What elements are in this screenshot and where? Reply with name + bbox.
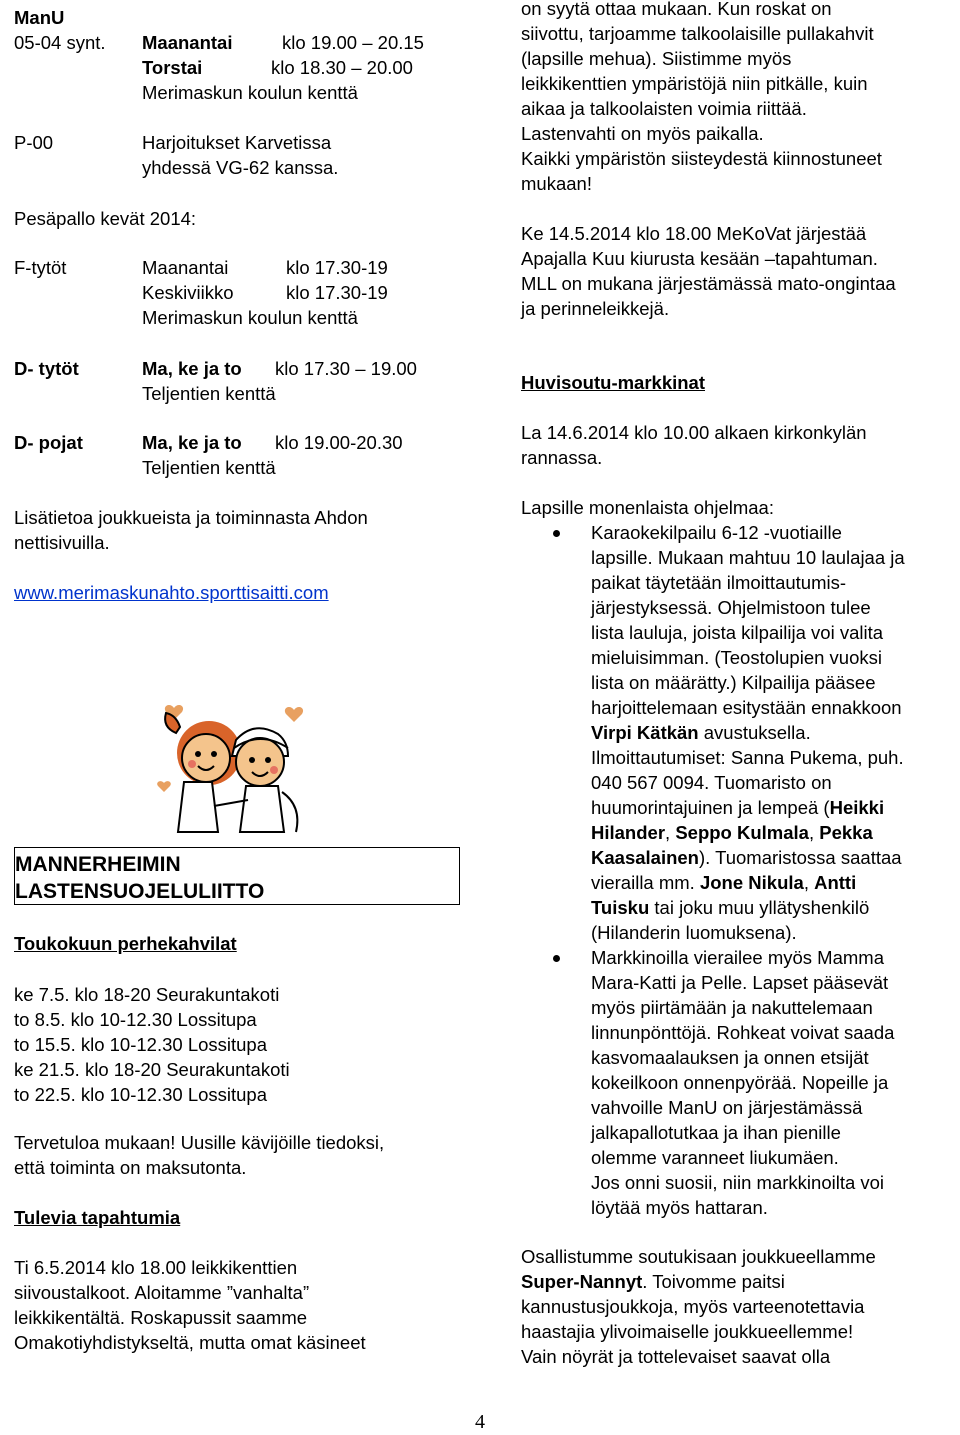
huvisoutu-heading: Huvisoutu-markkinat — [521, 372, 706, 393]
continued-line: on syytä ottaa mukaan. Kun roskat on — [521, 0, 832, 19]
text-span: avustuksella. — [698, 722, 811, 743]
continued-line: leikkikenttien ympäristöjä niin pitkälle, kuin — [521, 73, 868, 94]
mll-name-box — [14, 847, 460, 905]
bullet1-line: lista lauluja, joista kilpailija voi valita — [591, 622, 884, 643]
welcome-line2: että toiminta on maksutonta. — [14, 1157, 247, 1178]
ftytot-day1: Maanantai — [142, 257, 229, 278]
continued-line: mukaan! — [521, 173, 592, 194]
perhekahvila-item: to 22.5. klo 10-12.30 Lossitupa — [14, 1084, 268, 1105]
program-intro: Lapsille monenlaista ohjelmaa: — [521, 497, 774, 518]
tulevia-heading: Tulevia tapahtumia — [14, 1207, 181, 1228]
dtytot-days: Ma, ke ja to — [142, 358, 242, 379]
bullet2-line: jalkapallotutkaa ja ihan pienille — [591, 1122, 841, 1143]
heart-icon — [157, 781, 171, 792]
text-span: , — [808, 822, 820, 843]
manu-row1-time1: klo 19.00 – 20.15 — [282, 32, 424, 53]
dpojat-label: D- pojat — [14, 432, 83, 453]
bullet-dot-icon — [553, 530, 560, 537]
bullet-dot-icon — [553, 955, 560, 962]
text-span: ). Tuomaristossa saattaa — [698, 847, 902, 868]
bullet1-line: Karaokekilpailu 6-12 -vuotiaille — [591, 522, 842, 543]
kuu-line: MLL on mukana järjestämässä mato-ongintaa — [521, 273, 896, 294]
welcome-line1: Tervetuloa mukaan! Uusille kävijöille tiedoksi, — [14, 1132, 385, 1153]
continued-line: (lapsille mehua). Siistimme myös — [521, 48, 792, 69]
bullet2-line: löytää myös hattaran. — [591, 1197, 768, 1218]
soutu-line: Osallistumme soutukisaan joukkueellamme — [521, 1246, 876, 1267]
pesapallo-info-line2: nettisivuilla. — [14, 532, 110, 553]
tulevia-line3: leikkikentältä. Roskapussit saamme — [14, 1307, 308, 1328]
kuu-line: Apajalla Kuu kiurusta kesään –tapahtuman. — [521, 248, 878, 269]
ftytot-place: Merimaskun koulun kenttä — [142, 307, 358, 328]
text-span: tai joku muu yllätyshenkilö — [649, 897, 870, 918]
bullet1-line: (Hilanderin luomuksena). — [591, 922, 797, 943]
dpojat-days: Ma, ke ja to — [142, 432, 242, 453]
continued-line: aikaa ja talkoolaisten voimia riittää. — [521, 98, 807, 119]
bullet1-line — [591, 871, 856, 896]
heart-icon — [285, 707, 303, 722]
huvisoutu-date-line2: rannassa. — [521, 447, 603, 468]
soutu-line: haastajia ylivoimaiselle joukkueellemme! — [521, 1321, 854, 1342]
ftytot-day2: Keskiviikko — [142, 282, 234, 303]
name-hilander: Hilander — [591, 822, 666, 843]
ahto-website-link[interactable]: www.merimaskunahto.sporttisaitti.com — [14, 582, 329, 603]
manu-row1-day1: Maanantai — [142, 32, 233, 53]
bullet1-line: mieluisimman. (Teostolupien vuoksi — [591, 647, 882, 668]
ftytot-time1: klo 17.30-19 — [286, 257, 388, 278]
bullet1-line — [591, 721, 811, 746]
continued-line: Kaikki ympäristön siisteydestä kiinnostuneet — [521, 148, 882, 169]
text-span: , — [665, 822, 676, 843]
soutu-line: Vain nöyrät ja tottelevaiset saavat olla — [521, 1346, 831, 1367]
bullet1-line — [591, 821, 873, 846]
bullet1-line: Ilmoittautumiset: Sanna Pukema, puh. — [591, 747, 904, 768]
mll-name-line2: LASTENSUOJELULIITTO — [15, 880, 265, 903]
bullet1-line: harjoittelemaan esitystään ennakkoon — [591, 697, 902, 718]
page-number: 4 — [475, 1411, 485, 1433]
perhekahvila-item: to 8.5. klo 10-12.30 Lossitupa — [14, 1009, 257, 1030]
soutu-line: kannustusjoukkoja, myös varteenotettavia — [521, 1296, 865, 1317]
ftytot-label: F-tytöt — [14, 257, 67, 278]
text-span: vierailla mm. — [591, 872, 700, 893]
text-span: . Toivomme paitsi — [642, 1271, 785, 1292]
manu-row1-place: Merimaskun koulun kenttä — [142, 82, 358, 103]
bullet1-line — [591, 846, 902, 871]
team-name: Super-Nannyt — [521, 1271, 643, 1292]
bullet2-line: Mara-Katti ja Pelle. Lapset pääsevät — [591, 972, 889, 993]
continued-line: Lastenvahti on myös paikalla. — [521, 123, 764, 144]
huvisoutu-date-line1: La 14.6.2014 klo 10.00 alkaen kirkonkylän — [521, 422, 867, 443]
soutu-line — [521, 1270, 785, 1295]
pesapallo-title: Pesäpallo kevät 2014: — [14, 208, 197, 229]
bullet2-line: kokeilkoon onnenpyörää. Nopeille ja — [591, 1072, 889, 1093]
bullet2-line: olemme varanneet liukumäen. — [591, 1147, 839, 1168]
name-pekka: Pekka — [819, 822, 873, 843]
manu-row1-time2: klo 18.30 – 20.00 — [271, 57, 413, 78]
bullet2-line: Markkinoilla vierailee myös Mamma — [591, 947, 884, 968]
manu-row1-day2: Torstai — [142, 57, 203, 78]
tulevia-line4: Omakotiyhdistykseltä, mutta omat käsineet — [14, 1332, 366, 1353]
bullet1-line: paikat täytetään ilmoittautumis- — [591, 572, 847, 593]
mll-name-line1: MANNERHEIMIN — [15, 853, 181, 876]
bullet1-line — [591, 796, 884, 821]
bullet2-line: Jos onni suosii, niin markkinoilta voi — [591, 1172, 885, 1193]
perhekahvilat-heading: Toukokuun perhekahvilat — [14, 933, 237, 954]
bullet2-line: vahvoille ManU on järjestämässä — [591, 1097, 863, 1118]
name-antti: Antti — [814, 872, 857, 893]
manu-row1-label: 05-04 synt. — [14, 32, 106, 53]
name-seppo: Seppo Kulmala — [675, 822, 809, 843]
bullet2-line: myös piirtämään ja nakuttelemaan — [591, 997, 873, 1018]
ftytot-time2: klo 17.30-19 — [286, 282, 388, 303]
perhekahvila-item: to 15.5. klo 10-12.30 Lossitupa — [14, 1034, 268, 1055]
bullet2-line: linnunpönttöjä. Rohkeat voivat saada — [591, 1022, 895, 1043]
continued-line: siivottu, tarjoamme talkoolaisille pullakahvit — [521, 23, 874, 44]
tulevia-line2: siivoustalkoot. Aloitamme ”vanhalta” — [14, 1282, 310, 1303]
text-span: , — [803, 872, 815, 893]
bullet1-line — [591, 896, 869, 921]
manu-row2-line2: yhdessä VG-62 kanssa. — [142, 157, 339, 178]
pesapallo-info-line1: Lisätietoa joukkueista ja toiminnasta Ahdon — [14, 507, 368, 528]
bullet1-line: järjestyksessä. Ohjelmistoon tulee — [591, 597, 871, 618]
perhekahvila-item: ke 21.5. klo 18-20 Seurakuntakoti — [14, 1059, 290, 1080]
mll-children-logo — [154, 688, 314, 843]
dpojat-place: Teljentien kenttä — [142, 457, 276, 478]
kuu-line: ja perinneleikkejä. — [521, 298, 670, 319]
dtytot-label: D- tytöt — [14, 358, 79, 379]
dtytot-place: Teljentien kenttä — [142, 383, 276, 404]
text-span: huumorintajuinen ja lempeä ( — [591, 797, 830, 818]
kuu-line: Ke 14.5.2014 klo 18.00 MeKoVat järjestää — [521, 223, 867, 244]
bullet1-line: lista on määrätty.) Kilpailija pääsee — [591, 672, 876, 693]
bullet2-line: kasvomaalauksen ja onnen etsijät — [591, 1047, 869, 1068]
name-kaasalainen: Kaasalainen — [591, 847, 699, 868]
manu-row2-line1: Harjoitukset Karvetissa — [142, 132, 332, 153]
bullet1-line: 040 567 0094. Tuomaristo on — [591, 772, 832, 793]
perhekahvila-item: ke 7.5. klo 18-20 Seurakuntakoti — [14, 984, 280, 1005]
name-jone: Jone Nikula — [699, 872, 804, 893]
manu-title: ManU — [14, 7, 65, 28]
name-tuisku: Tuisku — [591, 897, 650, 918]
manu-row2-label: P-00 — [14, 132, 54, 153]
tulevia-line1: Ti 6.5.2014 klo 18.00 leikkikenttien — [14, 1257, 298, 1278]
name-virpi: Virpi Kätkän — [591, 722, 699, 743]
dtytot-time: klo 17.30 – 19.00 — [275, 358, 417, 379]
bullet1-line: lapsille. Mukaan mahtuu 10 laulajaa ja — [591, 547, 905, 568]
name-heikki: Heikki — [829, 797, 885, 818]
dpojat-time: klo 19.00-20.30 — [275, 432, 403, 453]
